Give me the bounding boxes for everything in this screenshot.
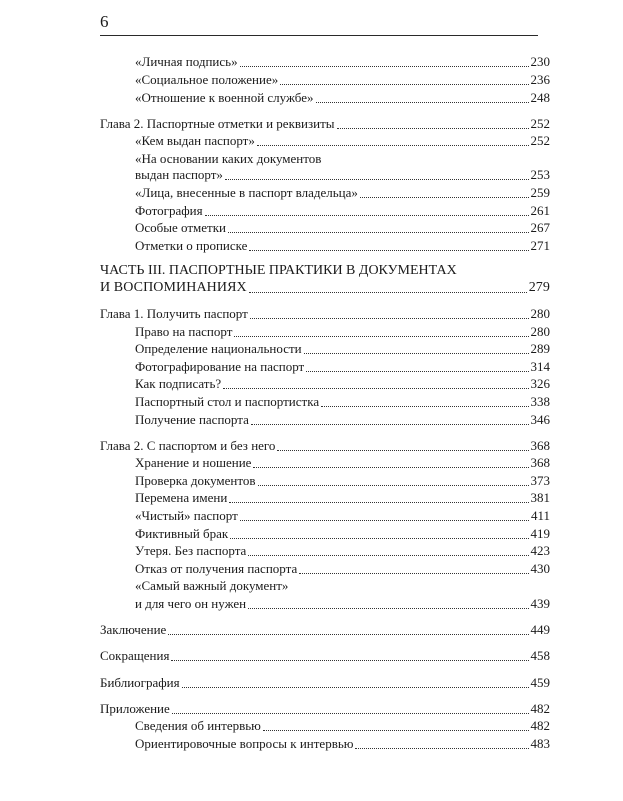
toc-leader bbox=[304, 353, 529, 354]
toc-entry bbox=[135, 412, 550, 428]
toc-entry-title: Заключение bbox=[100, 622, 167, 637]
toc-leader bbox=[306, 371, 528, 372]
toc-entry-title: Сокращения bbox=[100, 648, 170, 663]
toc-leader bbox=[225, 179, 529, 180]
toc-entry-title: Утеря. Без паспорта bbox=[135, 543, 247, 558]
toc-leader bbox=[258, 485, 529, 486]
toc-entry-title: «Чистый» паспорт bbox=[135, 508, 238, 523]
toc-leader bbox=[321, 406, 528, 407]
toc-leader bbox=[171, 660, 528, 661]
toc-chapter bbox=[100, 675, 550, 691]
toc-entry-title: Проверка документов bbox=[135, 473, 256, 488]
toc-entry-title: Фиктивный брак bbox=[135, 526, 229, 541]
toc-leader bbox=[253, 467, 528, 468]
toc-entry-page: 381 bbox=[530, 490, 550, 505]
toc-entry-page: 482 bbox=[530, 718, 550, 733]
toc-entry bbox=[135, 238, 550, 254]
toc-entry-title: Право на паспорт bbox=[135, 324, 233, 339]
toc-entry-title: Получение паспорта bbox=[135, 412, 249, 427]
toc-entry-page: 261 bbox=[530, 203, 550, 218]
toc-entry-title: Ориентировочные вопросы к интервью bbox=[135, 736, 354, 751]
toc-entry bbox=[135, 376, 550, 392]
toc-entry-page: 279 bbox=[528, 280, 550, 295]
toc-entry bbox=[135, 508, 550, 524]
toc-entry-title: Паспортный стол и паспортистка bbox=[135, 394, 320, 409]
toc-entry-title: Особые отметки bbox=[135, 220, 226, 235]
toc-entry bbox=[135, 220, 550, 236]
toc-entry-title: выдан паспорт» bbox=[135, 167, 223, 182]
toc-leader bbox=[205, 215, 529, 216]
toc-entry-page: 368 bbox=[530, 455, 550, 470]
toc-entry-title: Глава 2. Паспортные отметки и реквизиты bbox=[100, 116, 335, 131]
toc-entry-page: 346 bbox=[530, 412, 550, 427]
toc-entry-page: 267 bbox=[530, 220, 550, 235]
toc-entry-title: Глава 1. Получить паспорт bbox=[100, 306, 248, 321]
toc-leader bbox=[234, 336, 528, 337]
toc-entry-page: 482 bbox=[530, 701, 550, 716]
toc-entry-title: Сведения об интервью bbox=[135, 718, 261, 733]
toc-entry-title: Хранение и ношение bbox=[135, 455, 252, 470]
toc-entry-title: Приложение bbox=[100, 701, 170, 716]
toc-entry-page: 253 bbox=[530, 167, 550, 182]
toc-entry-page: 430 bbox=[530, 561, 550, 576]
toc-entry-page: 439 bbox=[530, 596, 550, 611]
toc-entry bbox=[135, 490, 550, 506]
toc-entry-title: и для чего он нужен bbox=[135, 596, 247, 611]
toc-entry bbox=[135, 455, 550, 471]
toc-entry bbox=[135, 543, 550, 559]
toc-leader bbox=[229, 502, 528, 503]
toc-leader bbox=[230, 538, 528, 539]
toc-entry bbox=[135, 561, 550, 577]
toc-entry-page: 280 bbox=[530, 324, 550, 339]
toc-entry-page: 236 bbox=[530, 72, 550, 87]
toc-entry bbox=[135, 526, 550, 542]
toc-entry-title: «Кем выдан паспорт» bbox=[135, 133, 255, 148]
toc-entry-title: Определение национальности bbox=[135, 341, 302, 356]
toc-entry-page: 458 bbox=[530, 648, 550, 663]
toc-entry-title: Фотография bbox=[135, 203, 203, 218]
toc-entry-title: Перемена имени bbox=[135, 490, 228, 505]
toc-leader bbox=[250, 318, 529, 319]
toc-entry bbox=[135, 324, 550, 340]
toc-leader bbox=[223, 388, 528, 389]
toc-leader bbox=[168, 634, 528, 635]
toc-chapter bbox=[100, 438, 550, 454]
toc-entry bbox=[135, 185, 550, 201]
toc-leader bbox=[248, 555, 528, 556]
toc-entry-page: 373 bbox=[530, 473, 550, 488]
toc-entry-title: «Лица, внесенные в паспорт владельца» bbox=[135, 185, 358, 200]
toc-part-title-line1: ЧАСТЬ III. ПАСПОРТНЫЕ ПРАКТИКИ В ДОКУМЕНТАХ bbox=[100, 263, 457, 278]
toc-entry bbox=[135, 359, 550, 375]
toc-leader bbox=[249, 250, 528, 251]
toc-leader bbox=[360, 197, 529, 198]
toc-leader bbox=[355, 748, 528, 749]
toc-entry-title: И ВОСПОМИНАНИЯХ bbox=[100, 280, 247, 295]
toc-entry-page: 411 bbox=[530, 508, 550, 523]
toc-entry-page: 419 bbox=[530, 526, 550, 541]
toc-entry-page: 326 bbox=[530, 376, 550, 391]
toc-entry-page: 368 bbox=[530, 438, 550, 453]
toc-entry-title: Отметки о прописке bbox=[135, 238, 248, 253]
toc-entry-page: 280 bbox=[530, 306, 550, 321]
toc-entry bbox=[135, 203, 550, 219]
toc-entry bbox=[135, 133, 550, 149]
toc-entry bbox=[135, 90, 550, 106]
toc-entry bbox=[135, 473, 550, 489]
toc-entry-page: 252 bbox=[530, 133, 550, 148]
toc-entry bbox=[135, 341, 550, 357]
toc-entry-page: 338 bbox=[530, 394, 550, 409]
toc-leader bbox=[228, 232, 529, 233]
toc-chapter bbox=[100, 116, 550, 132]
toc-chapter bbox=[100, 306, 550, 322]
toc-leader bbox=[251, 424, 529, 425]
toc-entry-title: Как подписать? bbox=[135, 376, 222, 391]
toc-entry-title: «Социальное положение» bbox=[135, 72, 279, 87]
toc-entry-page: 248 bbox=[530, 90, 550, 105]
toc-entry bbox=[135, 72, 550, 88]
toc-entry-title: «Отношение к военной службе» bbox=[135, 90, 314, 105]
toc-leader bbox=[240, 66, 529, 67]
toc-leader bbox=[280, 84, 528, 85]
toc-entry-title-line1: «Самый важный документ» bbox=[135, 578, 289, 593]
toc-entry-page: 449 bbox=[530, 622, 550, 637]
toc-entry-page: 230 bbox=[530, 54, 550, 69]
toc-entry bbox=[135, 596, 550, 612]
toc-leader bbox=[248, 608, 528, 609]
toc-chapter bbox=[100, 622, 550, 638]
toc-leader bbox=[316, 102, 529, 103]
toc-entry-title: Отказ от получения паспорта bbox=[135, 561, 298, 576]
toc-leader bbox=[277, 450, 528, 451]
toc-entry-page: 289 bbox=[530, 341, 550, 356]
toc-leader bbox=[249, 292, 527, 293]
toc-part bbox=[100, 280, 550, 296]
toc-entry-page: 314 bbox=[530, 359, 550, 374]
toc-entry-title: «Личная подпись» bbox=[135, 54, 238, 69]
toc-leader bbox=[263, 730, 529, 731]
toc-entry-page: 252 bbox=[530, 116, 550, 131]
toc-entry bbox=[135, 394, 550, 410]
toc-entry-page: 271 bbox=[530, 238, 550, 253]
toc-entry bbox=[135, 54, 550, 70]
toc-entry-page: 259 bbox=[530, 185, 550, 200]
toc-leader bbox=[337, 128, 529, 129]
toc-entry-page: 423 bbox=[530, 543, 550, 558]
toc-entry bbox=[135, 718, 550, 734]
toc-chapter bbox=[100, 701, 550, 717]
toc-entry-page: 483 bbox=[530, 736, 550, 751]
toc-entry-title-line1: «На основании каких документов bbox=[135, 151, 322, 166]
toc-leader bbox=[172, 713, 529, 714]
toc-leader bbox=[299, 573, 528, 574]
toc-leader bbox=[182, 687, 529, 688]
toc-entry-title: Фотографирование на паспорт bbox=[135, 359, 305, 374]
toc-entry-title: Глава 2. С паспортом и без него bbox=[100, 438, 276, 453]
toc-leader bbox=[240, 520, 529, 521]
toc-entry-page: 459 bbox=[530, 675, 550, 690]
toc-leader bbox=[257, 145, 529, 146]
toc-entry-title: Библиография bbox=[100, 675, 180, 690]
toc-entry bbox=[135, 167, 550, 183]
page-number: 6 bbox=[100, 12, 109, 31]
toc-entry bbox=[135, 736, 550, 752]
toc-chapter bbox=[100, 648, 550, 664]
